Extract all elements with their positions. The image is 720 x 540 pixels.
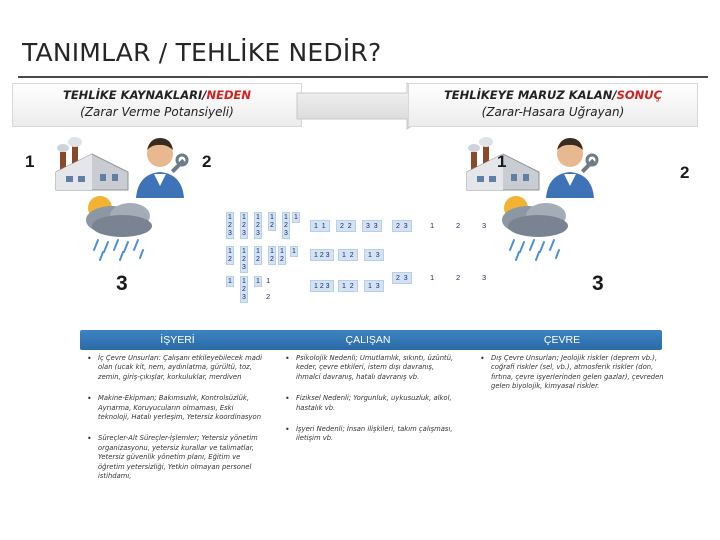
- matrix-cell: 1 2: [278, 246, 286, 265]
- list-item-text: Dış Çevre Unsurları; Jeolojik riskler (deprem vb.), coğrafi riskler (sel, vb.), atmosferik riskler (don, fırtına, çevre işyerlerinden gelen gazlar), çevreden gelen biyolojik, kimyasal riskler.: [491, 354, 664, 391]
- matrix-cell: 1 2 3: [254, 212, 262, 239]
- matrix-cell: 1: [430, 221, 435, 230]
- matrix-cell: 1 3: [364, 280, 384, 292]
- bullet-icon: •: [87, 354, 92, 363]
- matrix-cell: 1 2 3: [226, 212, 234, 239]
- bullet-icon: •: [87, 434, 92, 444]
- matrix-cell: 1 2: [338, 280, 358, 292]
- list-item: [473, 354, 673, 392]
- hazard-source-heading: [13, 88, 301, 102]
- matrix-cell: 1 2 3: [240, 246, 248, 273]
- list-item: [278, 354, 458, 382]
- list-item-text: Fiziksel Nedenli; Yorgunluk, uykusuzluk, alkol, hastalık vb.: [296, 394, 452, 412]
- matrix-cell: 1: [226, 276, 234, 287]
- label-1-right: 1: [497, 152, 507, 171]
- column-header-calisan: ÇALIŞAN: [268, 330, 468, 350]
- matrix-cell: 2: [456, 221, 461, 230]
- list-item-text: Makine-Ekipman; Bakımsızlık, Kontrolsüzlük, Ayrıarma, Koruyucuların olmaması, Eski teknoloji, Hatalı yerleşim, Yetersiz koordinasyon: [98, 394, 262, 422]
- matrix-cell: 1: [430, 273, 435, 282]
- matrix-cell: 3: [482, 273, 487, 282]
- matrix-cell: 1 2: [266, 276, 271, 301]
- matrix-cell: 2 3: [392, 272, 412, 284]
- hazard-source-heading-accent: NEDEN: [206, 88, 252, 102]
- matrix-cell: 1 2: [254, 246, 262, 265]
- hazard-target-box: [408, 83, 698, 127]
- matrix-cell: 1: [290, 246, 298, 257]
- matrix-cell: 1: [254, 276, 262, 287]
- matrix-cell: 3: [482, 221, 487, 230]
- matrix-cell: 1 2 3: [310, 249, 334, 261]
- list-item: [278, 425, 458, 444]
- hazard-target-heading: [409, 88, 697, 102]
- matrix-cell: 1: [292, 212, 300, 223]
- list-item-text: İç Çevre Unsurları: Çalışanı etkileyebilecek madi olan (ucak kit, nem, aydınlatma, gürültü, toz, zemin, giriş-çıkışlar, korkuluklar, merdiven: [98, 354, 263, 381]
- storm-icon: [494, 190, 576, 262]
- list-item: [80, 394, 265, 422]
- isyeri-column: [80, 354, 265, 481]
- label-2-left: 2: [202, 152, 212, 171]
- matrix-cell: 1 2: [268, 212, 276, 231]
- list-item: [80, 354, 265, 382]
- label-2-right: 2: [680, 163, 690, 182]
- list-item-text: Psikolojik Nedenli; Umutlamlık, sıkıntı, üzüntü, keder, çevre etkileri, istem dışı davranış, ihmalci davranış, hatalı davranış vb.: [296, 354, 454, 381]
- combination-matrix: [222, 208, 502, 303]
- storm-icon: [78, 190, 160, 262]
- bullet-icon: •: [285, 425, 290, 435]
- label-1-left: 1: [25, 152, 35, 171]
- label-3-left: 3: [116, 272, 128, 295]
- matrix-cell: 1 2 3: [240, 276, 248, 303]
- matrix-cell: 1 1: [310, 220, 330, 232]
- bullet-icon: •: [285, 394, 290, 404]
- factory-icon: [52, 132, 132, 194]
- hazard-source-box: [12, 83, 302, 127]
- worker-icon: [540, 130, 600, 198]
- bullet-icon: •: [87, 394, 92, 404]
- column-header-isyeri: İŞYERİ: [80, 330, 275, 350]
- matrix-cell: 2 2: [336, 220, 356, 232]
- bullet-icon: •: [285, 354, 290, 363]
- list-item-text: İşyeri Nedenli; İnsan ilişkileri, takım çalışması, iletişim vb.: [296, 425, 453, 443]
- hazard-source-subtitle: (Zarar Verme Potansiyeli): [80, 105, 234, 119]
- title-divider: [18, 76, 708, 78]
- matrix-cell: 1 2 3: [282, 212, 290, 239]
- bullet-icon: •: [480, 354, 485, 363]
- hazard-target-heading-accent: SONUÇ: [616, 88, 663, 102]
- calisan-column: [278, 354, 458, 444]
- matrix-cell: 1 2: [338, 249, 358, 261]
- matrix-cell: 2: [456, 273, 461, 282]
- matrix-cell: 1 3: [364, 249, 384, 261]
- list-item: [278, 394, 458, 413]
- hazard-source-heading-text: TEHLİKE KAYNAKLARI/: [62, 88, 207, 102]
- matrix-cell: 1 2: [226, 246, 234, 265]
- matrix-cell: 1 2: [268, 246, 276, 265]
- matrix-cell: 3 3: [362, 220, 382, 232]
- list-item-text: Süreçler-Alt Süreçler-İşlemler; Yetersiz yönetim organizasyonu, yetersiz kurallar ve talimatlar, Yetersiz güvenlik yönetim planı, Eğitim ve öğretim yetersizliği, Yetkin olmayan personel istihdamı,: [98, 434, 258, 481]
- matrix-cell: 2 3: [392, 220, 412, 232]
- column-header-cevre: ÇEVRE: [462, 330, 662, 350]
- label-3-right: 3: [592, 272, 604, 295]
- matrix-cell: 1 2 3: [310, 280, 334, 292]
- hazard-target-heading-text: TEHLİKEYE MARUZ KALAN/: [443, 88, 617, 102]
- list-item: [80, 434, 265, 481]
- hazard-target-subtitle: (Zarar-Hasara Uğrayan): [481, 105, 625, 119]
- slide-title: TANIMLAR / TEHLİKE NEDİR?: [22, 38, 382, 67]
- cevre-column: [473, 354, 673, 392]
- worker-icon: [130, 130, 190, 198]
- matrix-cell: 1 2 3: [240, 212, 248, 239]
